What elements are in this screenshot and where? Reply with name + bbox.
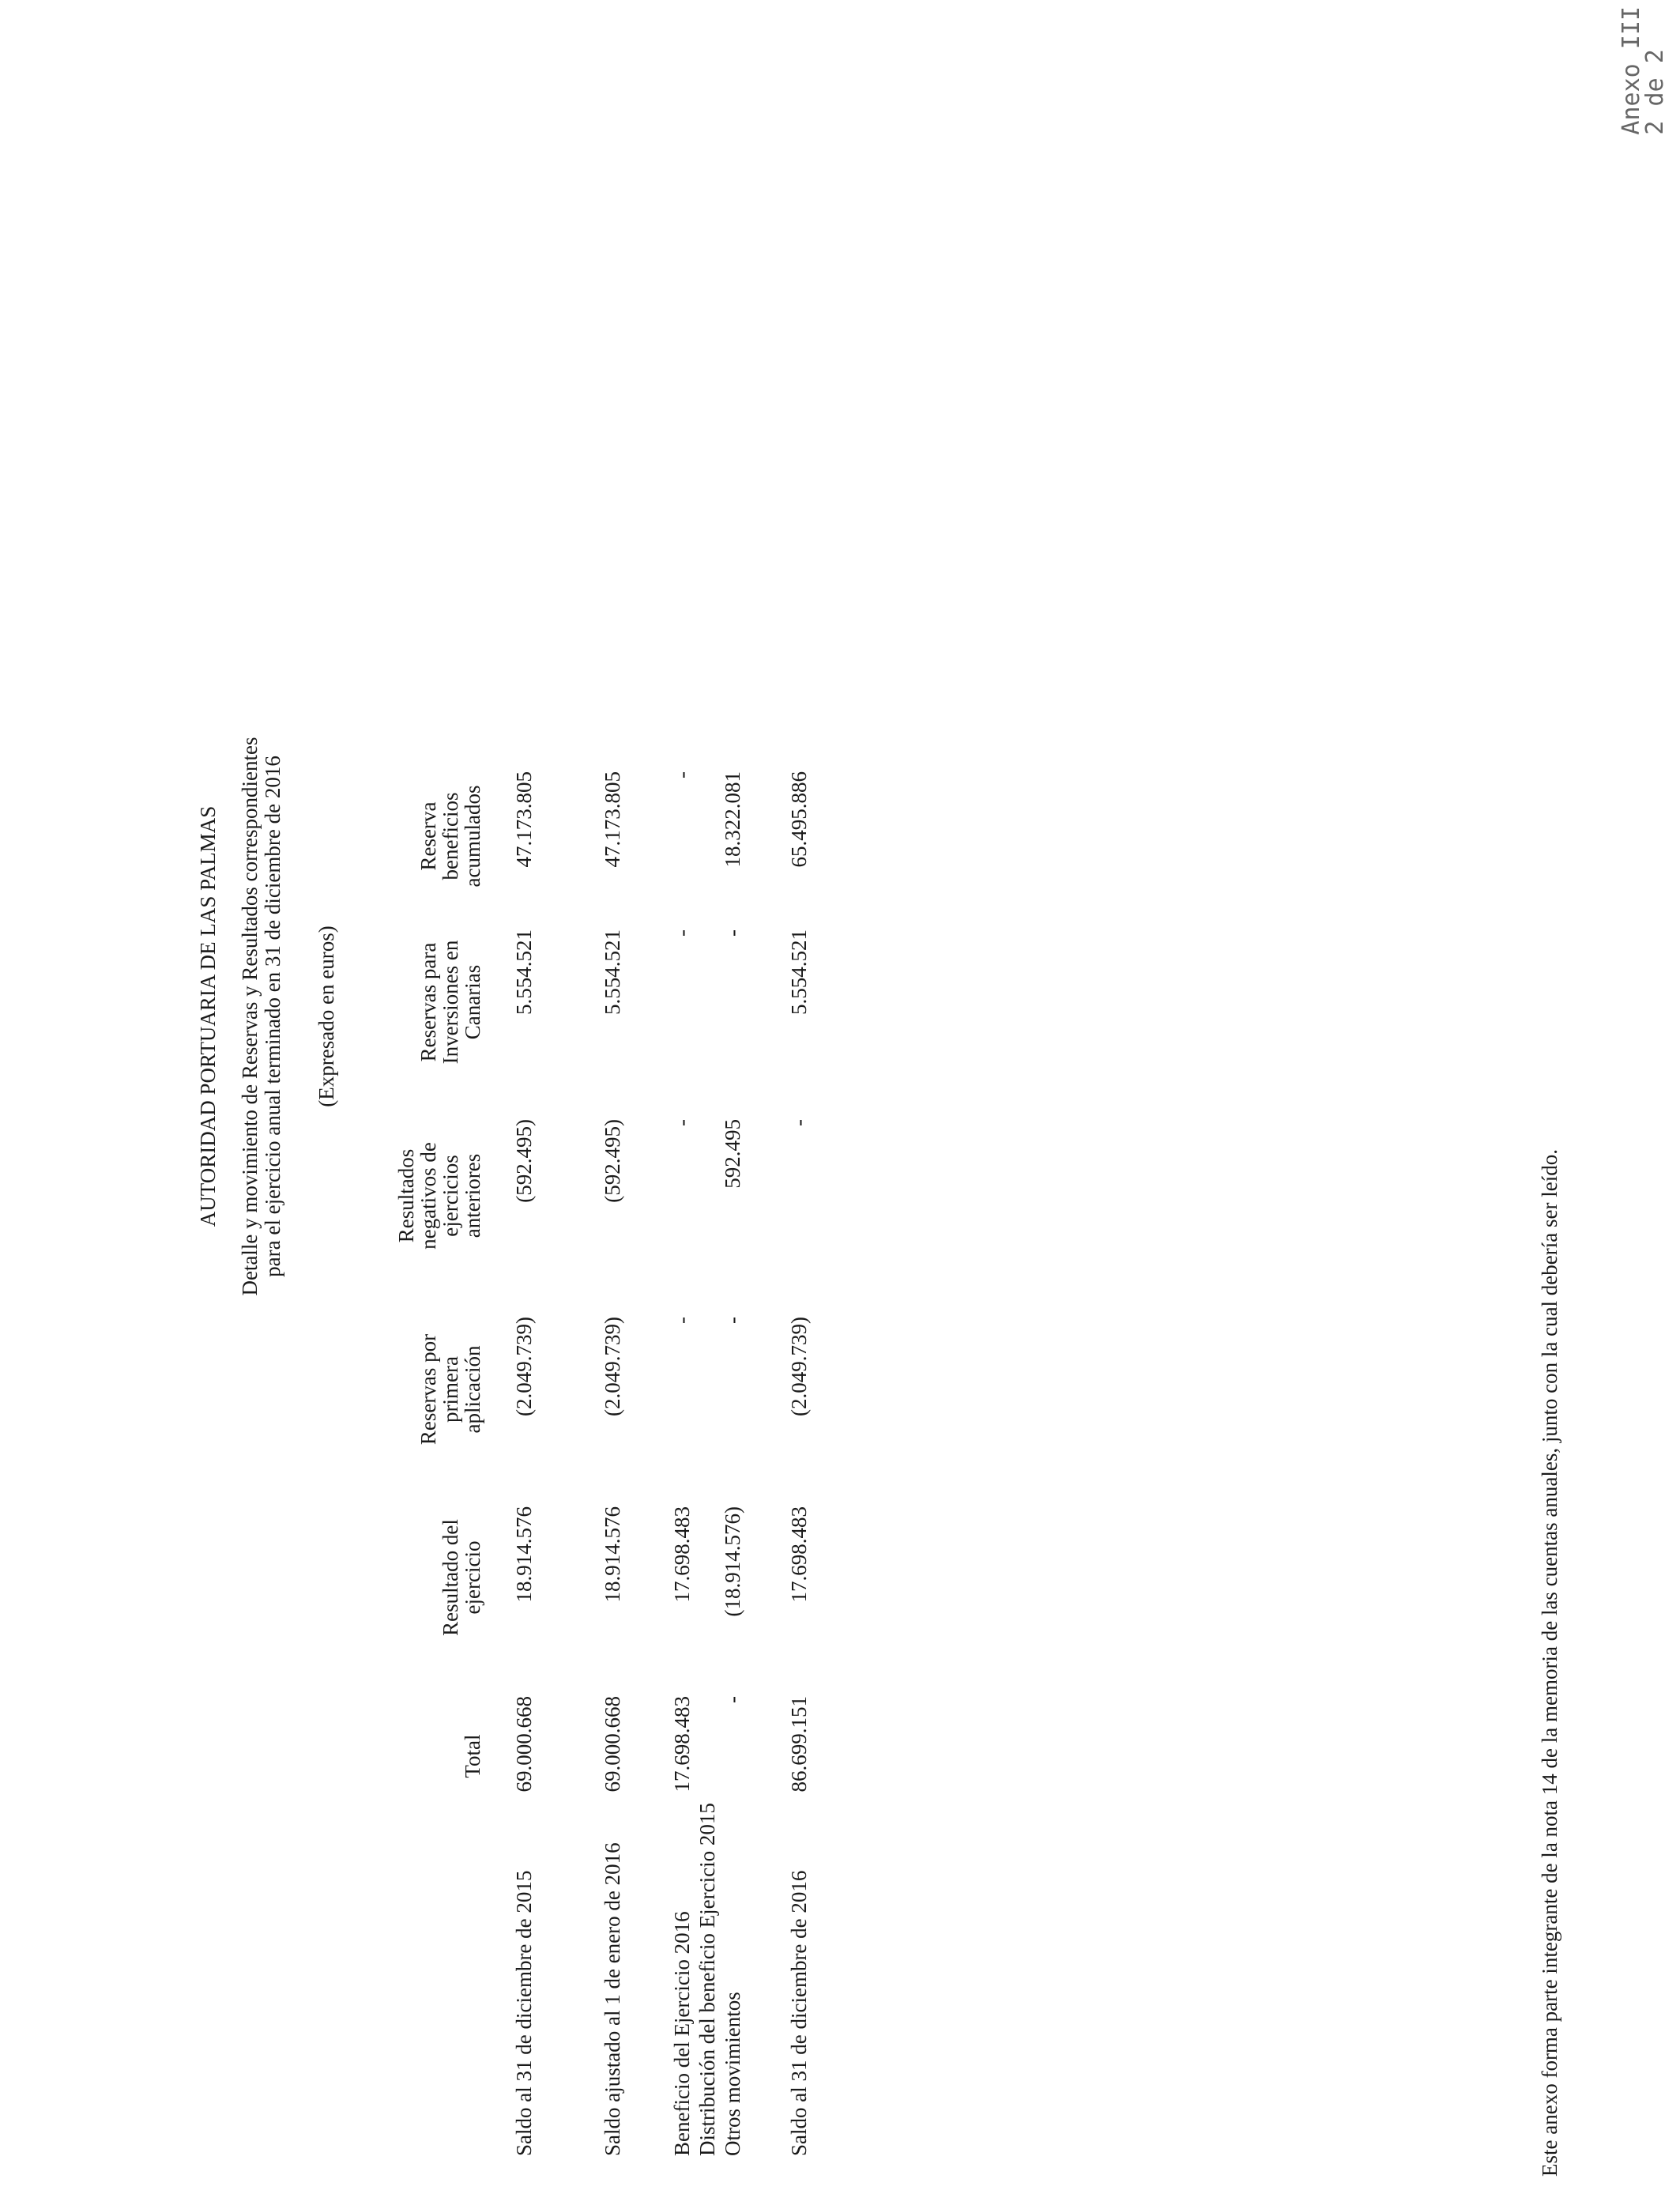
row-label-distribucion-2015: Distribución del beneficio Ejercicio 2015	[695, 1803, 719, 2156]
column-header-reservas-primera: Reservas por primera aplicación	[416, 1333, 484, 1446]
subtitle-line-1: Detalle y movimiento de Reservas y Resultados correspondientes	[238, 737, 262, 1296]
cell-beneficio-reservas-inversiones: -	[670, 929, 694, 937]
cell-beneficio-total: 17.698.483	[670, 1696, 694, 1793]
cell-saldo2015-total: 69.000.668	[512, 1696, 536, 1793]
cell-otros-reservas-primera: -	[721, 1317, 744, 1324]
cell-otros-reservas-inversiones: -	[721, 929, 744, 937]
cell-otros-resultados-negativos: 592.495	[721, 1119, 744, 1189]
cell-saldo2016-reservas-primera: (2.049.739)	[787, 1317, 811, 1416]
column-header-reservas-inversiones: Reservas para Inversiones en Canarias	[416, 940, 484, 1065]
cell-ajustado-resultados-negativos: (592.495)	[601, 1119, 624, 1203]
footer-note: Este anexo forma parte integrante de la nota 14 de la memoria de las cuentas anuales, junto con la cual debería ser leído.	[1538, 1149, 1561, 2177]
column-header-total: Total	[461, 1734, 484, 1778]
annex-number: Anexo III	[1618, 6, 1645, 135]
column-header-resultado-ejercicio: Resultado del ejercicio	[439, 1519, 484, 1636]
cell-beneficio-reservas-primera: -	[670, 1317, 694, 1324]
column-header-resultados-negativos: Resultados negativos de ejercicios anteriores	[394, 1142, 484, 1250]
row-label-beneficio-2016: Beneficio del Ejercicio 2016	[670, 1911, 694, 2156]
annex-page: 2 de 2	[1641, 49, 1669, 135]
row-label-otros-movimientos: Otros movimientos	[721, 1992, 744, 2156]
cell-saldo2015-reservas-inversiones: 5.554.521	[512, 929, 536, 1015]
cell-ajustado-reservas-inversiones: 5.554.521	[601, 929, 624, 1015]
cell-saldo2016-reservas-inversiones: 5.554.521	[787, 929, 811, 1015]
cell-ajustado-total: 69.000.668	[601, 1696, 624, 1793]
cell-ajustado-reserva-beneficios: 47.173.805	[601, 771, 624, 868]
cell-saldo2015-resultado-ejercicio: 18.914.576	[512, 1506, 536, 1603]
row-label-saldo-2016: Saldo al 31 de diciembre de 2016	[787, 1870, 811, 2156]
column-header-reserva-beneficios: Reserva beneficios acumulados	[416, 785, 484, 888]
subtitle-line-2: para el ejercicio anual terminado en 31 de diciembre de 2016	[261, 756, 284, 1277]
cell-beneficio-resultado-ejercicio: 17.698.483	[670, 1506, 694, 1603]
cell-beneficio-reserva-beneficios: -	[670, 771, 694, 778]
row-label-saldo-ajustado-2016: Saldo ajustado al 1 de enero de 2016	[601, 1842, 624, 2156]
statement-subtitle	[239, 661, 284, 1372]
cell-ajustado-resultado-ejercicio: 18.914.576	[601, 1506, 624, 1603]
cell-saldo2016-reserva-beneficios: 65.495.886	[787, 771, 811, 868]
currency-unit: (Expresado en euros)	[315, 925, 338, 1107]
cell-saldo2016-resultados-negativos: -	[787, 1119, 811, 1126]
cell-saldo2015-reservas-primera: (2.049.739)	[512, 1317, 536, 1416]
organization-title: AUTORIDAD PORTUARIA DE LAS PALMAS	[196, 805, 220, 1227]
cell-ajustado-reservas-primera: (2.049.739)	[601, 1317, 624, 1416]
cell-saldo2015-reserva-beneficios: 47.173.805	[512, 771, 536, 868]
cell-saldo2016-total: 86.699.151	[787, 1696, 811, 1793]
cell-otros-resultado-ejercicio: (18.914.576)	[721, 1506, 744, 1617]
cell-beneficio-resultados-negativos: -	[670, 1119, 694, 1126]
cell-otros-reserva-beneficios: 18.322.081	[721, 771, 744, 868]
row-label-saldo-2015: Saldo al 31 de diciembre de 2015	[512, 1870, 536, 2156]
cell-otros-total: -	[721, 1696, 744, 1703]
cell-saldo2015-resultados-negativos: (592.495)	[512, 1119, 536, 1203]
cell-saldo2016-resultado-ejercicio: 17.698.483	[787, 1506, 811, 1603]
